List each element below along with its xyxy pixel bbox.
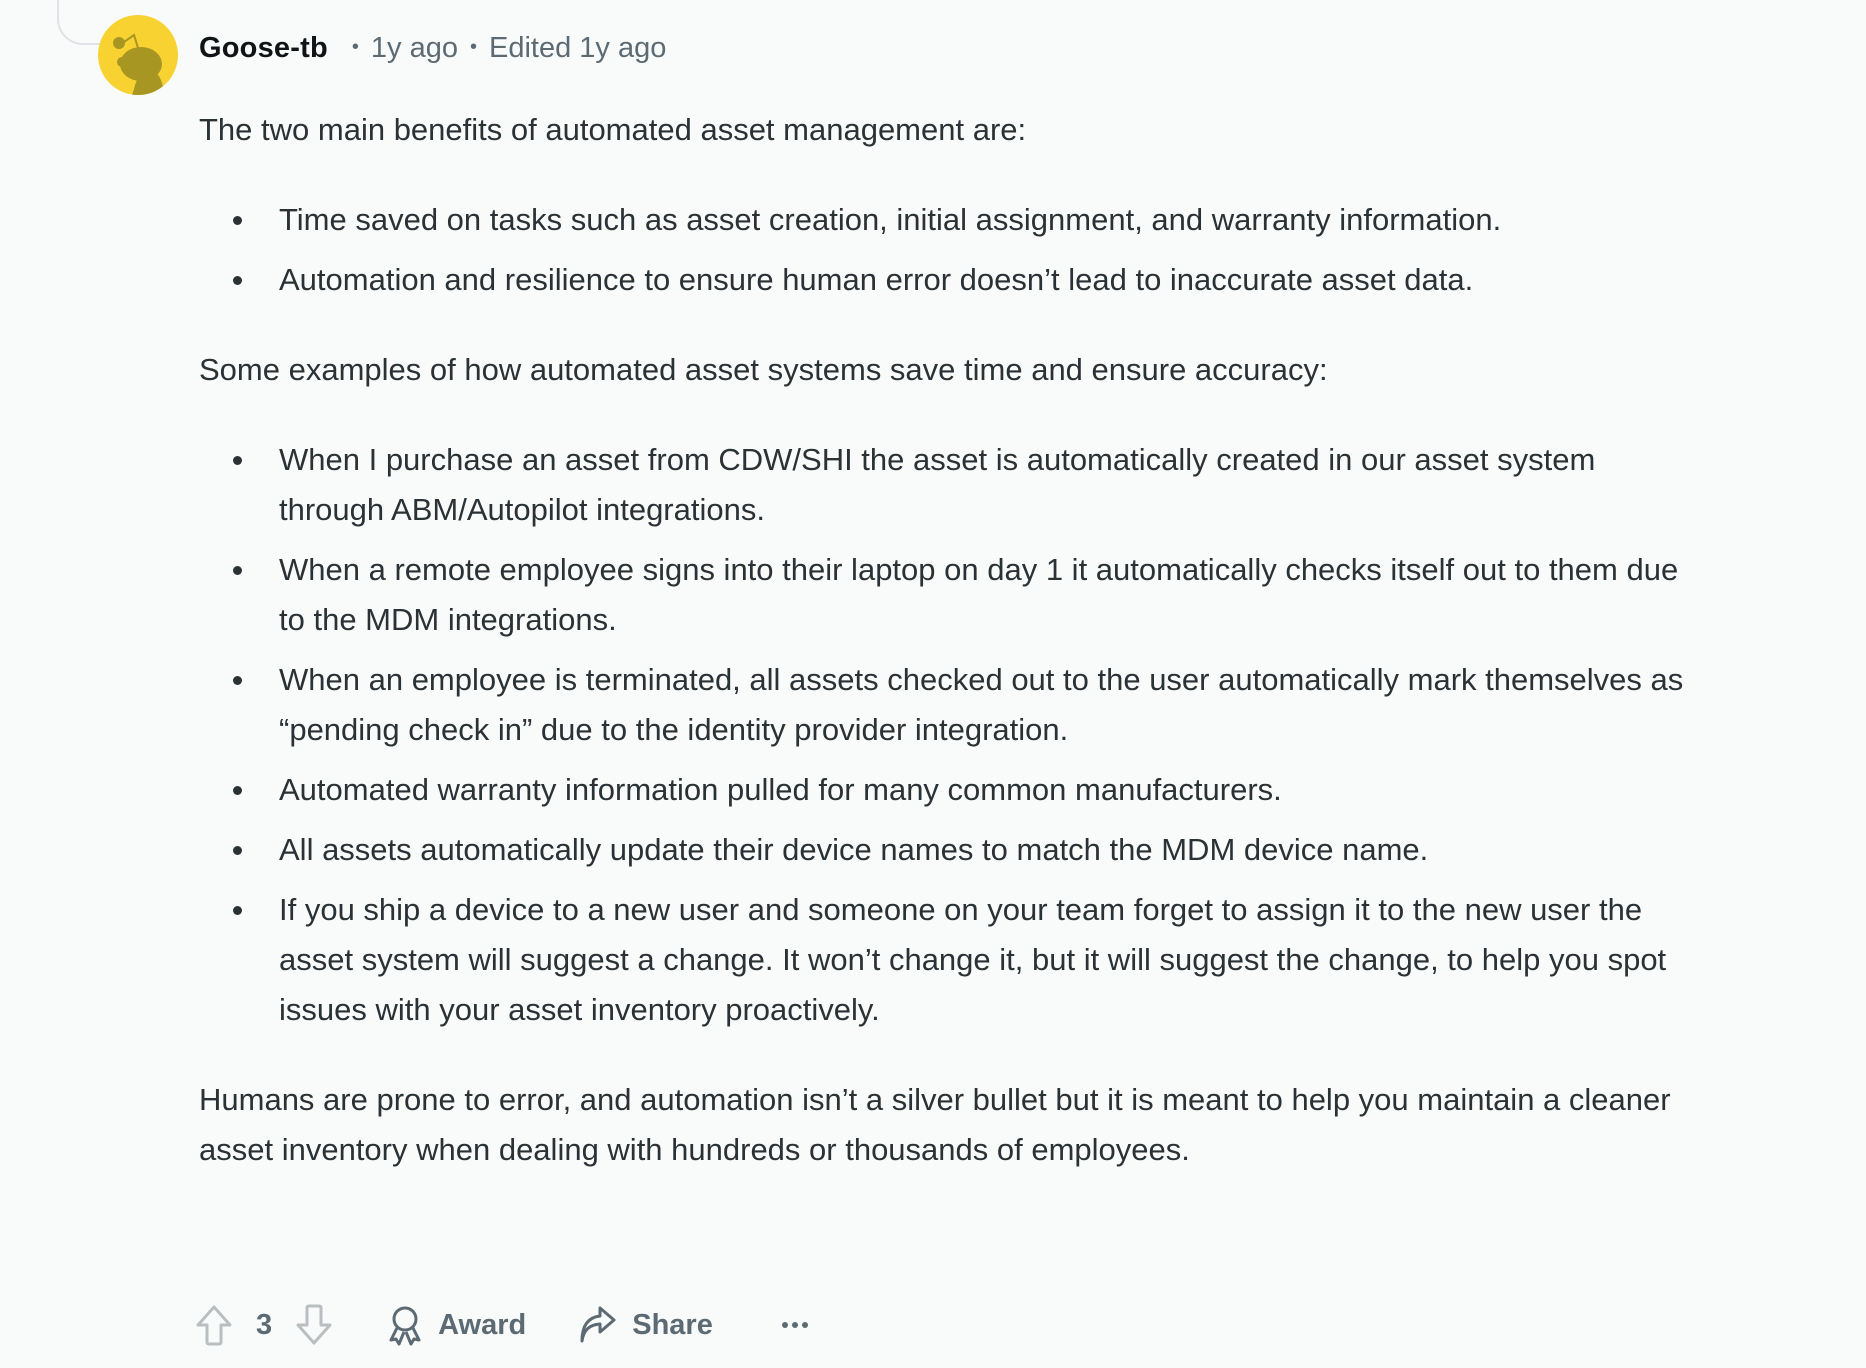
- vote-score: 3: [256, 1308, 273, 1341]
- comment-action-bar: [194, 1300, 809, 1350]
- list-item-text: When I purchase an asset from CDW/SHI the asset is automatically created in our asset system through ABM/Autopilot integrations.: [279, 442, 1596, 527]
- award-label: Award: [438, 1308, 527, 1341]
- comment-header: [199, 28, 666, 68]
- upvote-button[interactable]: [194, 1304, 234, 1346]
- bullet-icon: [233, 456, 242, 465]
- bullet-icon: [233, 906, 242, 915]
- list-item: [199, 545, 1689, 645]
- list-item: [199, 435, 1689, 535]
- bullet-icon: [233, 676, 242, 685]
- upvote-arrow-icon: [194, 1304, 234, 1346]
- bullet-icon: [233, 846, 242, 855]
- bullet-icon: [233, 216, 242, 225]
- intro-paragraph: The two main benefits of automated asset management are:: [199, 112, 1027, 147]
- bullet-icon: [233, 276, 242, 285]
- award-button[interactable]: [386, 1304, 526, 1346]
- reddit-snoo-avatar-icon: [98, 15, 178, 95]
- avatar[interactable]: [98, 15, 178, 95]
- meta-separator: •: [469, 35, 477, 58]
- share-button[interactable]: [578, 1305, 713, 1345]
- vote-controls: [194, 1304, 334, 1346]
- bullet-icon: [233, 566, 242, 575]
- award-ribbon-icon: [386, 1304, 424, 1346]
- more-options-button[interactable]: [781, 1320, 809, 1330]
- list-item: [199, 825, 1689, 875]
- list-item-text: When a remote employee signs into their laptop on day 1 it automatically checks itself out to them due to the MDM integrations.: [279, 552, 1679, 637]
- list-item: [199, 885, 1689, 1035]
- downvote-arrow-icon: [294, 1304, 334, 1346]
- comment-body: [199, 105, 1689, 1175]
- examples-intro-paragraph: Some examples of how automated asset systems save time and ensure accuracy:: [199, 352, 1328, 387]
- list-item: [199, 655, 1689, 755]
- list-item-text: Automated warranty information pulled for many common manufacturers.: [279, 772, 1282, 807]
- list-item-text: Automation and resilience to ensure human error doesn’t lead to inaccurate asset data.: [279, 262, 1474, 297]
- list-item: [199, 765, 1689, 815]
- edited-time: Edited 1y ago: [488, 31, 667, 64]
- ellipsis-icon: [781, 1320, 809, 1330]
- benefits-list: [199, 195, 1689, 305]
- list-item-text: When an employee is terminated, all assets checked out to the user automatically mark themselves as “pending check in” due to the identity provider integration.: [279, 662, 1684, 747]
- downvote-button[interactable]: [294, 1304, 334, 1346]
- share-arrow-icon: [578, 1305, 618, 1345]
- examples-list: [199, 435, 1689, 1035]
- author-username[interactable]: Goose-tb: [199, 31, 328, 64]
- conclusion-paragraph: Humans are prone to error, and automation isn’t a silver bullet but it is meant to help you maintain a cleaner asset inventory when dealing with hundreds or thousands of employees.: [199, 1082, 1671, 1167]
- list-item-text: If you ship a device to a new user and someone on your team forget to assign it to the new user the asset system will suggest a change. It won’t change it, but it will suggest the change, to help you spot issues with your asset inventory proactively.: [279, 892, 1667, 1027]
- list-item-text: Time saved on tasks such as asset creation, initial assignment, and warranty information.: [279, 202, 1502, 237]
- list-item: [199, 195, 1689, 245]
- meta-separator: •: [351, 35, 359, 58]
- list-item: [199, 255, 1689, 305]
- list-item-text: All assets automatically update their device names to match the MDM device name.: [279, 832, 1429, 867]
- thread-connector-line: [57, 0, 101, 45]
- bullet-icon: [233, 786, 242, 795]
- share-label: Share: [632, 1308, 713, 1341]
- posted-time[interactable]: 1y ago: [370, 31, 458, 64]
